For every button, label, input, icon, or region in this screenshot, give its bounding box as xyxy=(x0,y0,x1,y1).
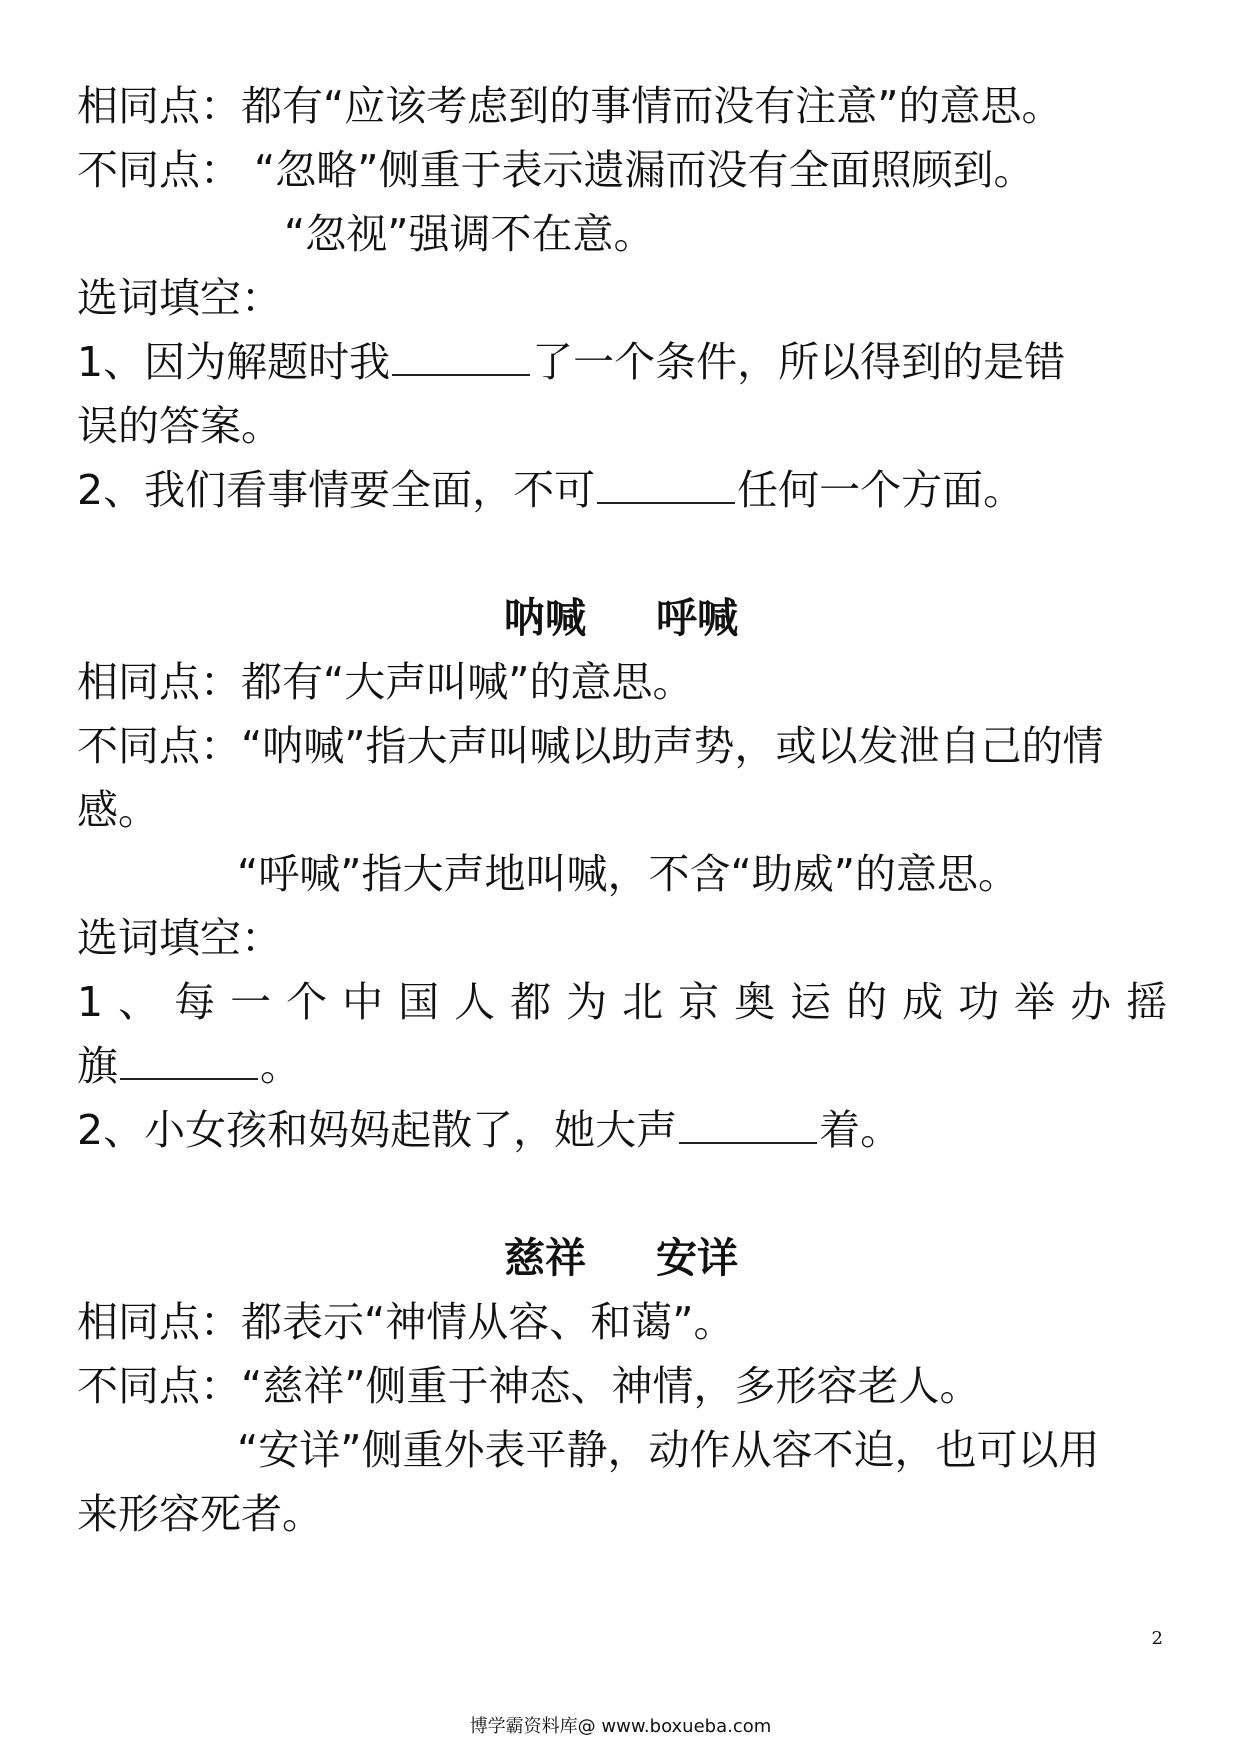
question-text: 1、因为解题时我 xyxy=(77,338,391,386)
same-point-2: 相同点：都有“大声叫喊”的意思。 xyxy=(77,658,694,706)
document-body xyxy=(77,74,1183,1546)
heading-word: 慈祥 xyxy=(504,1234,586,1282)
same-point-1: 相同点：都有“应该考虑到的事情而没有注意”的意思。 xyxy=(77,82,1063,130)
heading-word: 呼喊 xyxy=(656,594,738,642)
diff-point-3b: “安详”侧重外表平静，动作从容不迫，也可以用 xyxy=(237,1426,1100,1474)
section-heading-2 xyxy=(77,586,1165,650)
question-2-1-cont xyxy=(77,1034,1165,1098)
diff-point-1b: “忽视”强调不在意。 xyxy=(284,210,655,258)
question-2-2 xyxy=(77,1098,1165,1162)
diff-point-2a-cont: 感。 xyxy=(77,786,159,834)
diff-point-2b: “呼喊”指大声地叫喊，不含“助威”的意思。 xyxy=(237,850,1019,898)
diff-point-3a: 不同点：“慈祥”侧重于神态、神情，多形容老人。 xyxy=(77,1362,981,1410)
answer-blank xyxy=(392,340,530,376)
question-text: 2、小女孩和妈妈起散了，她大声 xyxy=(77,1106,678,1154)
question-text: 了一个条件，所以得到的是错 xyxy=(532,338,1066,386)
same-point-3: 相同点：都表示“神情从容、和蔼”。 xyxy=(77,1298,735,1346)
page-number: 2 xyxy=(1151,1628,1163,1649)
heading-word: 安详 xyxy=(656,1234,738,1282)
fill-label-1: 选词填空： xyxy=(77,274,282,322)
diff-point-1a: 不同点： “忽略”侧重于表示遗漏而没有全面照顾到。 xyxy=(77,146,1035,194)
diff-point-3b-cont: 来形容死者。 xyxy=(77,1490,323,1538)
question-text: 着。 xyxy=(819,1106,902,1154)
answer-blank xyxy=(679,1108,817,1144)
answer-blank xyxy=(597,468,735,504)
footer-watermark: 博学霸资料库@ www.boxueba.com xyxy=(469,1716,772,1737)
answer-blank xyxy=(120,1044,258,1080)
diff-point-2a: 不同点：“呐喊”指大声叫喊以助声势，或以发泄自己的情 xyxy=(77,722,1104,770)
fill-label-2: 选词填空： xyxy=(77,914,282,962)
heading-word: 呐喊 xyxy=(504,594,586,642)
question-text: 。 xyxy=(260,1042,301,1090)
question-1-1 xyxy=(77,330,1165,394)
question-text: 2、我们看事情要全面，不可 xyxy=(77,466,596,514)
section-heading-3 xyxy=(77,1226,1165,1290)
question-2-1: 1、每一个中国人都为北京奥运的成功举办摇 xyxy=(77,978,1183,1026)
question-text: 任何一个方面。 xyxy=(737,466,1025,514)
question-1-1-cont: 误的答案。 xyxy=(77,402,282,450)
question-text: 旗 xyxy=(77,1042,118,1090)
question-1-2 xyxy=(77,458,1165,522)
